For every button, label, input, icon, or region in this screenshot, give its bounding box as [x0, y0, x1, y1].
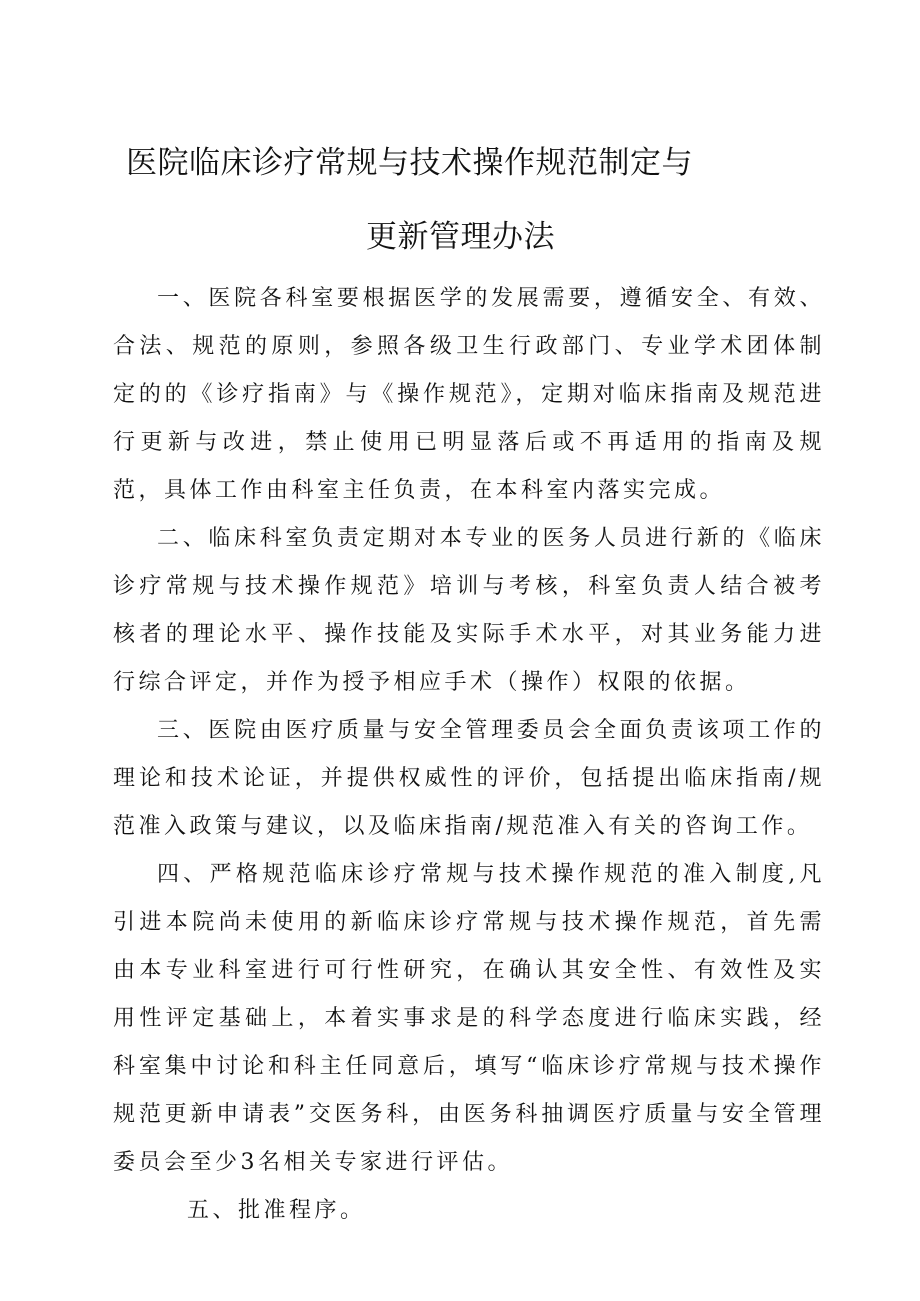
paragraph-2: 二、临床科室负责定期对本专业的医务人员进行新的《临床诊疗常规与技术操作规范》培训与考核，科室负责人结合被考核者的理论水平、操作技能及实际手术水平，对其业务能力进行综合评定，并作为授予相应手术（操作）权限的依据。 — [113, 526, 825, 695]
document-title-line-1: 医院临床诊疗常规与技术操作规范制定与 — [126, 145, 693, 181]
paragraph-3: 三、医院由医疗质量与安全管理委员会全面负责该项工作的理论和技术论证，并提供权威性的评价，包括提出临床指南/规范准入政策与建议，以及临床指南/规范准入有关的咨询工作。 — [113, 718, 825, 839]
paragraph-1: 一、医院各科室要根据医学的发展需要，遵循安全、有效、合法、规范的原则，参照各级卫生行政部门、专业学术团体制定的的《诊疗指南》与《操作规范》，定期对临床指南及规范进行更新与改进，禁止使用已明显落后或不再适用的指南及规范，具体工作由科室主任负责，在本科室内落实完成。 — [113, 286, 825, 503]
document-body — [113, 275, 825, 1235]
paragraph-5: 五、批准程序。 — [187, 1198, 366, 1223]
paragraph-4: 四、严格规范临床诊疗常规与技术操作规范的准入制度,凡引进本院尚未使用的新临床诊疗常规与技术操作规范，首先需由本专业科室进行可行性研究，在确认其安全性、有效性及实用性评定基础上，本着实事求是的科学态度进行临床实践，经科室集中讨论和科主任同意后，填写“临床诊疗常规与技术操作规范更新申请表”交医务科，由医务科抽调医疗质量与安全管理委员会至少3名相关专家进行评估。 — [113, 862, 825, 1175]
document-title-line-2: 更新管理办法 — [366, 219, 555, 255]
